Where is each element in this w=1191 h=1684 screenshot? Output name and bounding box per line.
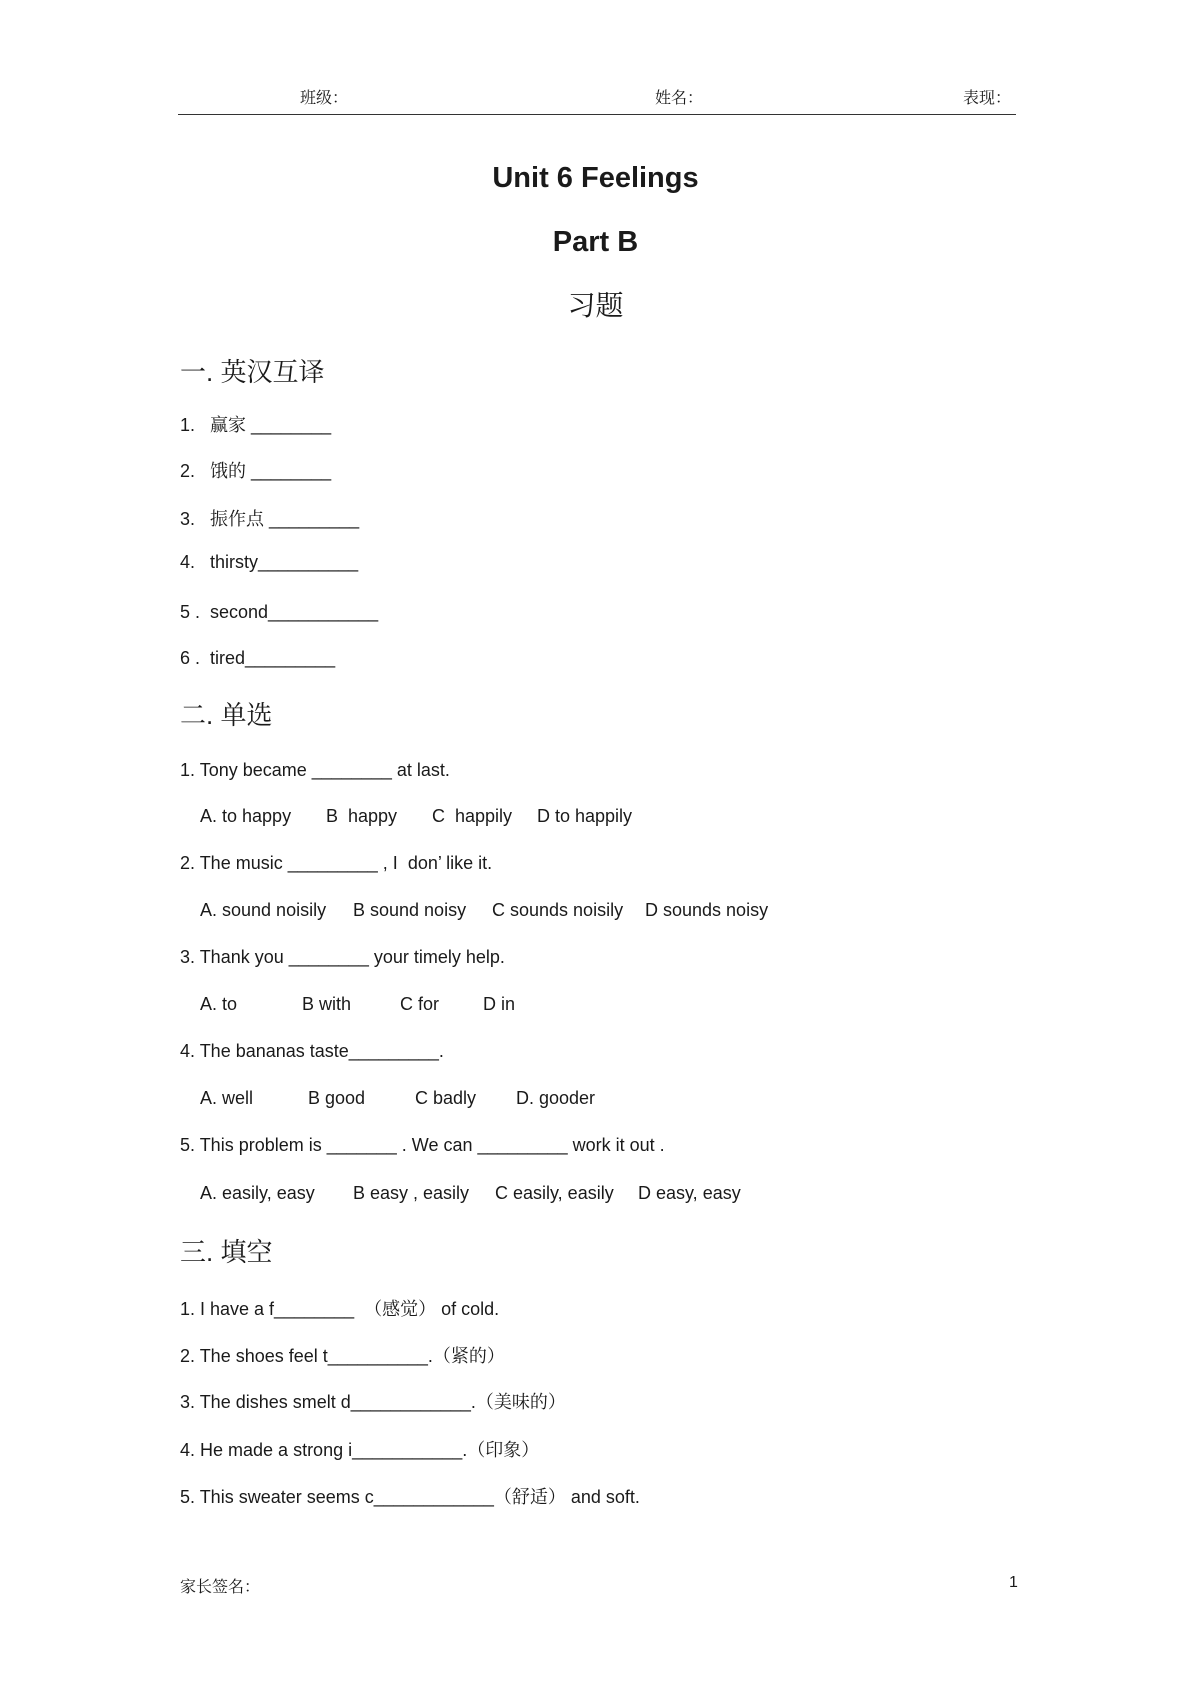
translation-item: 6 . tired_________ bbox=[180, 648, 336, 668]
page-part-title: Part B bbox=[552, 226, 639, 258]
option-c: C for bbox=[400, 994, 440, 1014]
question-stem: 5. This problem is _______ . We can _________ work it out . bbox=[180, 1135, 665, 1155]
option-d: D sounds noisy bbox=[645, 900, 769, 920]
option-c: C easily, easily bbox=[495, 1183, 614, 1203]
fill-in-item: 1. I have a f________ （感觉） of cold. bbox=[180, 1299, 500, 1319]
option-a: A. to bbox=[200, 994, 238, 1014]
fill-in-item: 3. The dishes smelt d____________.（美味的） bbox=[180, 1392, 566, 1412]
page-title: Unit 6 Feelings bbox=[492, 162, 699, 194]
translation-item: 2. 饿的 ________ bbox=[180, 461, 332, 481]
option-a: A. easily, easy bbox=[200, 1183, 315, 1203]
option-b: B sound noisy bbox=[353, 900, 467, 920]
option-b: B happy bbox=[326, 806, 398, 826]
option-d: D to happily bbox=[537, 806, 633, 826]
section-heading-multiple-choice: 二. 单选 bbox=[180, 700, 273, 730]
performance-label: 表现： bbox=[963, 90, 1012, 107]
fill-in-item: 4. He made a strong i___________.（印象） bbox=[180, 1440, 540, 1460]
question-stem: 3. Thank you ________ your timely help. bbox=[180, 947, 505, 967]
question-stem: 1. Tony became ________ at last. bbox=[180, 760, 450, 780]
question-stem: 2. The music _________ , I don’ like it. bbox=[180, 853, 493, 873]
parent-signature-label: 家长签名： bbox=[180, 1579, 261, 1596]
option-c: C badly bbox=[415, 1088, 477, 1108]
translation-item: 3. 振作点 _________ bbox=[180, 509, 360, 529]
class-label: 班级： bbox=[300, 90, 349, 107]
section-heading-translation: 一. 英汉互译 bbox=[180, 357, 325, 387]
option-c: C sounds noisily bbox=[492, 900, 624, 920]
option-a: A. to happy bbox=[200, 806, 292, 826]
fill-in-item: 2. The shoes feel t__________.（紧的） bbox=[180, 1346, 505, 1366]
option-d: D. gooder bbox=[516, 1088, 596, 1108]
student-name-label: 姓名： bbox=[655, 90, 704, 107]
translation-item: 4. thirsty__________ bbox=[180, 552, 359, 572]
section-heading-fill-in: 三. 填空 bbox=[180, 1237, 273, 1267]
option-b: B good bbox=[308, 1088, 366, 1108]
option-d: D easy, easy bbox=[638, 1183, 741, 1203]
option-b: B easy , easily bbox=[353, 1183, 470, 1203]
option-b: B with bbox=[302, 994, 352, 1014]
question-stem: 4. The bananas taste_________. bbox=[180, 1041, 444, 1061]
option-a: A. well bbox=[200, 1088, 254, 1108]
option-a: A. sound noisily bbox=[200, 900, 327, 920]
fill-in-item: 5. This sweater seems c____________（舒适） and soft. bbox=[180, 1487, 640, 1507]
page-subtitle: 习题 bbox=[567, 290, 624, 321]
option-d: D in bbox=[483, 994, 516, 1014]
header-divider bbox=[178, 114, 1016, 115]
translation-item: 5 . second___________ bbox=[180, 602, 379, 622]
page-number: 1 bbox=[1009, 1574, 1018, 1591]
translation-item: 1. 赢家 ________ bbox=[180, 415, 332, 435]
option-c: C happily bbox=[432, 806, 513, 826]
